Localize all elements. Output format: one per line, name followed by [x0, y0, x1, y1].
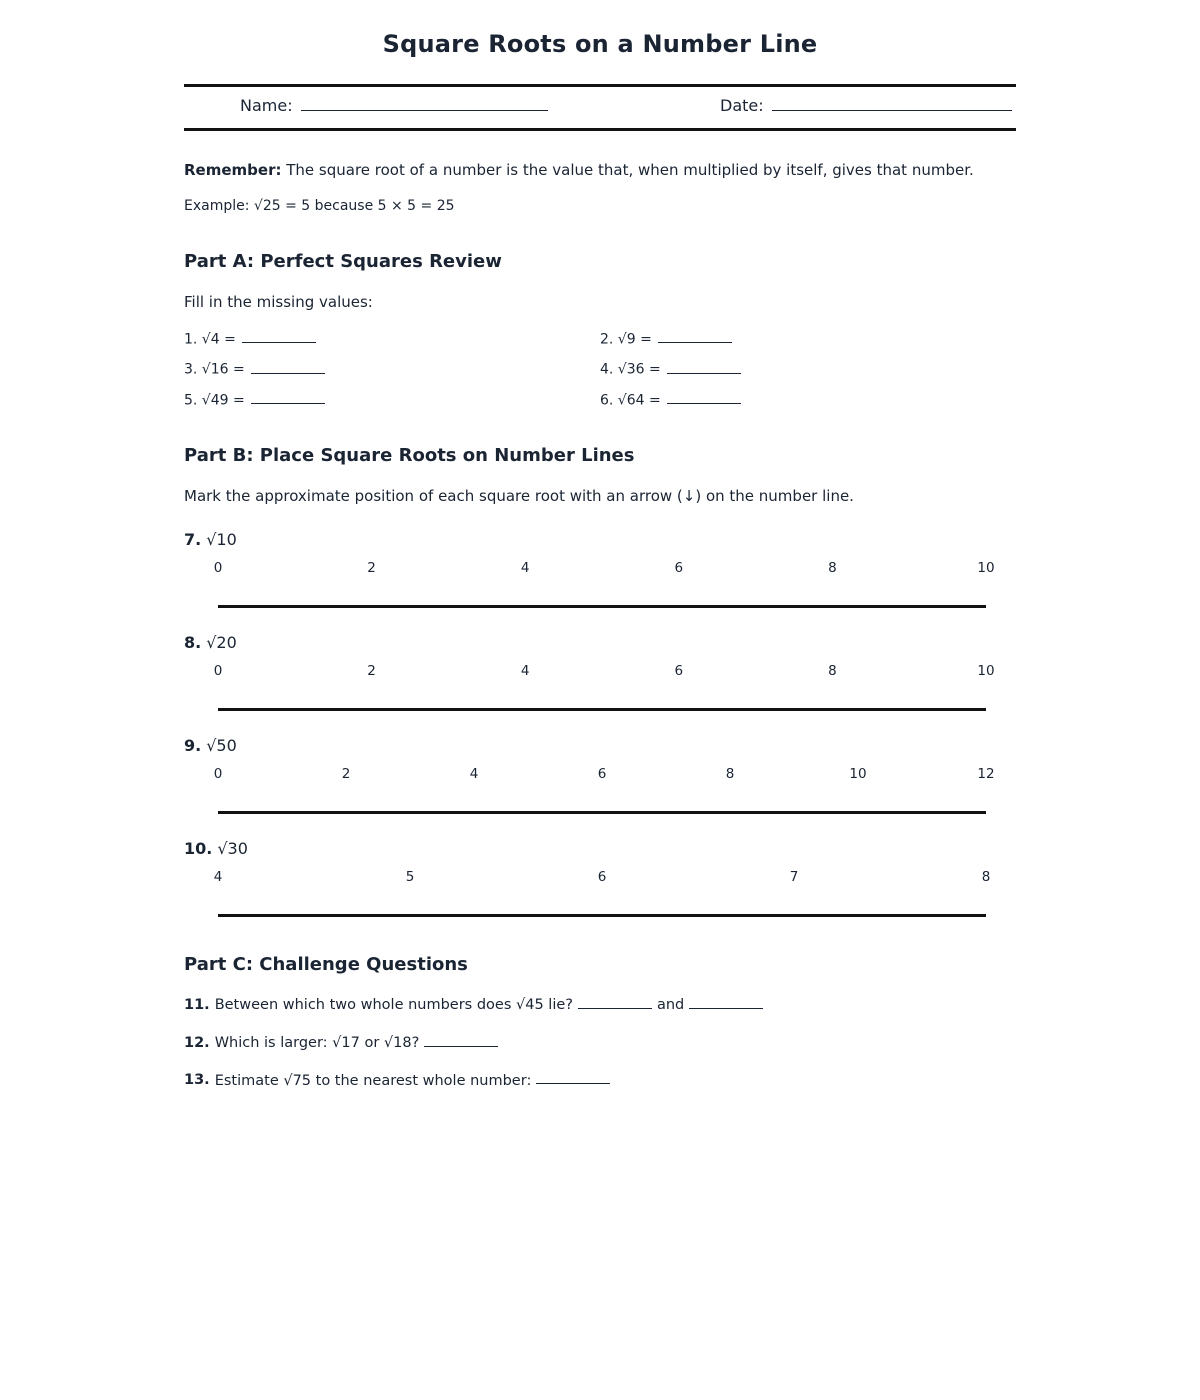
tick-label: 4 — [213, 869, 223, 886]
question-text: Which is larger: √17 or √18? — [214, 1034, 420, 1051]
fill-in-item-text: 2. √9 = — [600, 331, 652, 348]
answer-line-3[interactable] — [251, 360, 325, 373]
numberline-problem-9 — [184, 736, 1016, 814]
answer-line-2[interactable] — [658, 330, 732, 343]
tick-label: 12 — [977, 766, 995, 783]
question-text: Estimate √75 to the nearest whole number: — [214, 1072, 532, 1089]
tick-label: 10 — [849, 766, 867, 783]
tick-label: 10 — [977, 663, 995, 680]
name-field — [184, 96, 600, 115]
fill-in-item-2 — [600, 330, 1016, 347]
problem-number: 9. — [184, 736, 202, 756]
tick-label: 10 — [977, 560, 995, 577]
problem-expression: √10 — [206, 530, 237, 550]
question-connector: and — [656, 996, 685, 1013]
tick-label: 2 — [367, 663, 376, 680]
number-line-track — [218, 708, 986, 711]
name-input-line[interactable] — [301, 96, 548, 111]
part-c-heading: Part C: Challenge Questions — [184, 954, 468, 976]
fill-in-item-text: 5. √49 = — [184, 392, 245, 409]
tick-label: 8 — [828, 560, 837, 577]
remember-note — [184, 158, 1016, 182]
tick-label: 6 — [597, 869, 607, 886]
fill-in-item-3 — [184, 360, 600, 377]
remember-text: The square root of a number is the value that, when multiplied by itself, gives that number. — [286, 161, 974, 180]
name-label: Name: — [240, 96, 293, 116]
worksheet-page — [184, 0, 1016, 1088]
problem-expression: √30 — [217, 839, 248, 859]
problem-number: 7. — [184, 530, 202, 550]
answer-line-13[interactable] — [536, 1071, 610, 1085]
numberline-problem-10 — [184, 839, 1016, 917]
date-field — [600, 96, 1016, 115]
fill-in-item-text: 3. √16 = — [184, 361, 245, 378]
answer-line-6[interactable] — [667, 391, 741, 404]
problem-expression: √20 — [206, 633, 237, 653]
tick-label: 8 — [981, 869, 991, 886]
number-line-9[interactable] — [213, 764, 995, 814]
tick-label: 2 — [341, 766, 351, 783]
answer-line-11a[interactable] — [578, 995, 652, 1009]
challenge-question-13 — [184, 1071, 1016, 1089]
question-text: Between which two whole numbers does √45 lie? — [214, 996, 573, 1013]
numberline-problem-8 — [184, 633, 1016, 711]
name-date-header — [184, 84, 1016, 131]
tick-label: 4 — [520, 560, 530, 577]
fill-in-item-5 — [184, 391, 600, 408]
tick-label: 0 — [213, 663, 223, 680]
tick-label: 8 — [828, 663, 837, 680]
part-a-instruction: Fill in the missing values: — [184, 293, 373, 312]
question-number: 12. — [184, 1034, 210, 1051]
problem-expression: √50 — [206, 736, 237, 756]
tick-label: 6 — [674, 560, 684, 577]
fill-in-item-4 — [600, 360, 1016, 377]
problem-title — [184, 839, 1016, 858]
number-line-track — [218, 811, 986, 814]
fill-in-item-text: 1. √4 = — [184, 331, 236, 348]
challenge-question-12 — [184, 1033, 1016, 1051]
problem-title — [184, 633, 1016, 652]
challenge-question-11 — [184, 995, 1016, 1013]
problem-number: 10. — [184, 839, 213, 859]
fill-in-item-text: 6. √64 = — [600, 392, 661, 409]
part-a-items — [184, 330, 1016, 408]
problem-title — [184, 736, 1016, 755]
answer-line-1[interactable] — [242, 330, 316, 343]
part-b-heading: Part B: Place Square Roots on Number Lines — [184, 445, 635, 467]
numberline-problem-7 — [184, 530, 1016, 608]
example-text: Example: √25 = 5 because 5 × 5 = 25 — [184, 198, 455, 215]
tick-label: 0 — [213, 560, 223, 577]
tick-label: 8 — [725, 766, 735, 783]
fill-in-item-1 — [184, 330, 600, 347]
tick-label: 7 — [789, 869, 799, 886]
page-title: Square Roots on a Number Line — [382, 30, 818, 58]
answer-line-5[interactable] — [251, 391, 325, 404]
part-b-instruction: Mark the approximate position of each square root with an arrow (↓) on the number line. — [184, 487, 854, 506]
number-line-track — [218, 914, 986, 917]
answer-line-4[interactable] — [667, 360, 741, 373]
tick-label: 4 — [469, 766, 479, 783]
answer-line-11b[interactable] — [689, 995, 763, 1009]
question-number: 11. — [184, 996, 210, 1013]
date-input-line[interactable] — [772, 96, 1012, 111]
number-line-7[interactable] — [213, 558, 995, 608]
tick-label: 0 — [213, 766, 223, 783]
tick-label: 2 — [367, 560, 376, 577]
number-line-track — [218, 605, 986, 608]
remember-label: Remember: — [184, 161, 282, 180]
tick-label: 6 — [597, 766, 607, 783]
tick-label: 5 — [405, 869, 415, 886]
tick-label: 6 — [674, 663, 684, 680]
problem-number: 8. — [184, 633, 202, 653]
answer-line-12[interactable] — [424, 1033, 498, 1047]
tick-label: 4 — [520, 663, 530, 680]
date-label: Date: — [720, 96, 764, 116]
fill-in-item-text: 4. √36 = — [600, 361, 661, 378]
number-line-10[interactable] — [213, 867, 991, 917]
part-a-heading: Part A: Perfect Squares Review — [184, 251, 502, 273]
problem-title — [184, 530, 1016, 549]
fill-in-item-6 — [600, 391, 1016, 408]
number-line-8[interactable] — [213, 661, 995, 711]
question-number: 13. — [184, 1072, 210, 1089]
